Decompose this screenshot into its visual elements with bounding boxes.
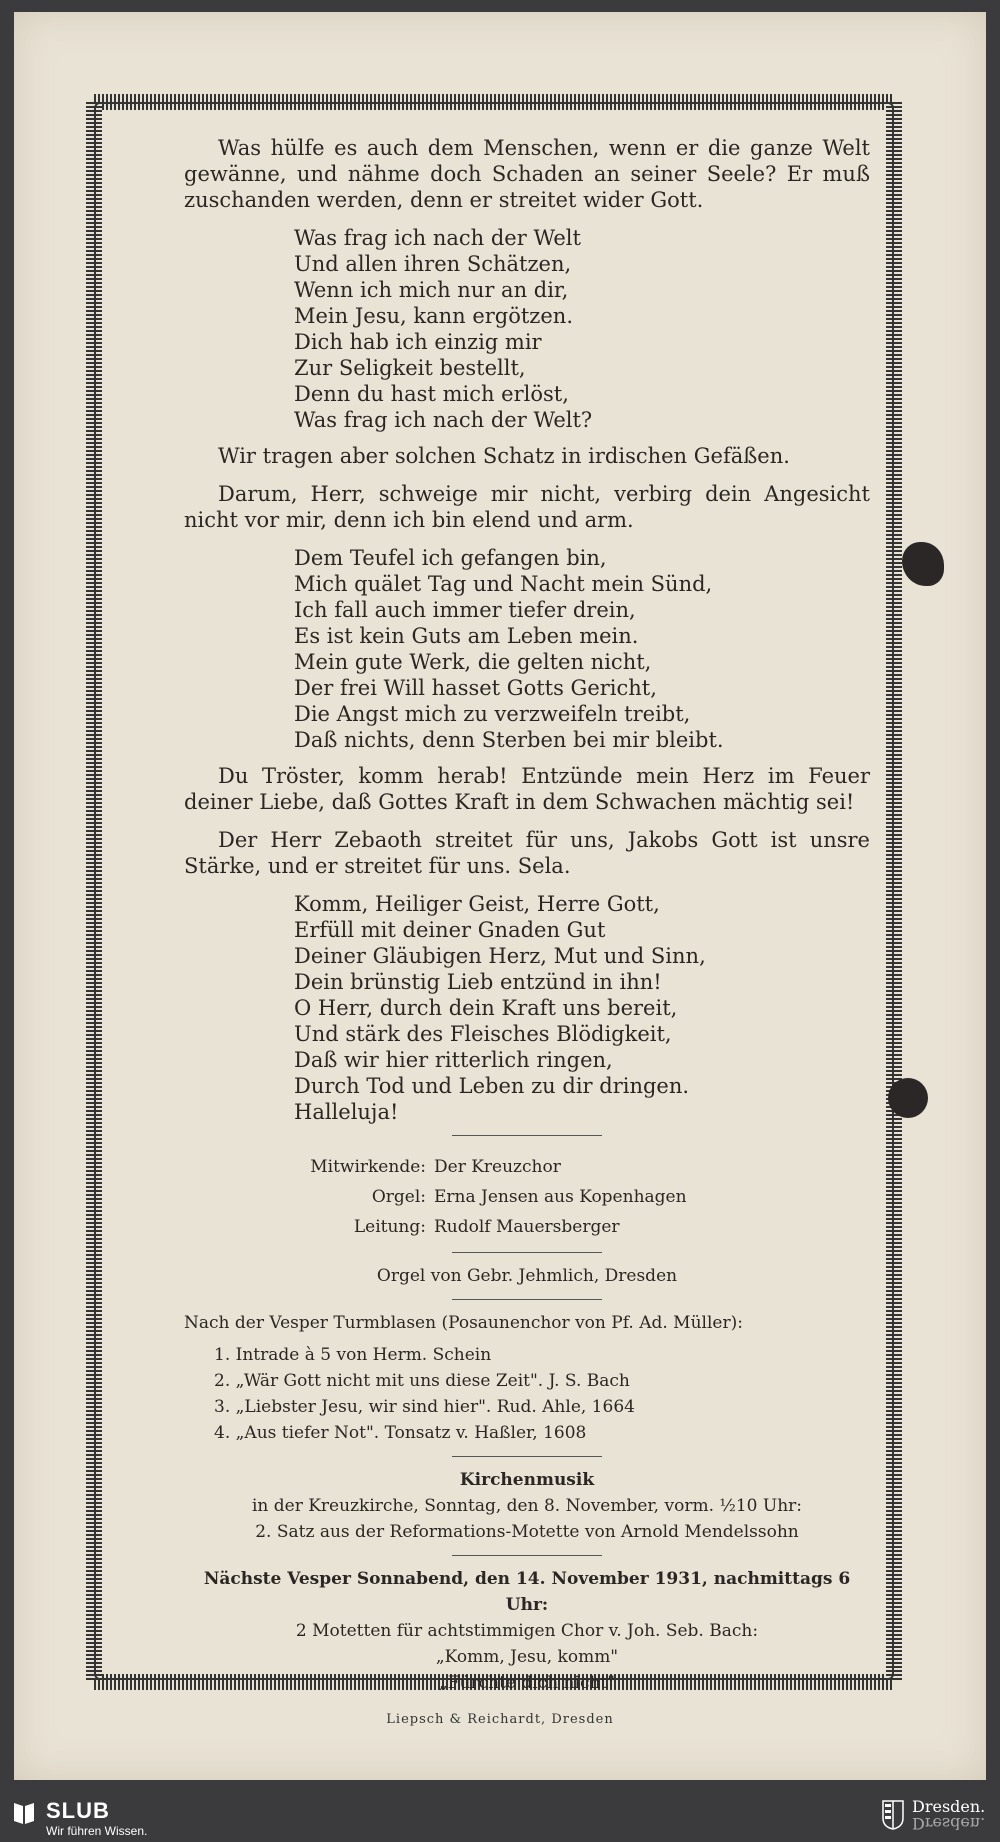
verse-line: Durch Tod und Leben zu dir dringen. (294, 1074, 690, 1098)
church-music-section (184, 1467, 870, 1545)
verse-line: Der frei Will hasset Gotts Gericht, (294, 676, 657, 700)
verse-line: Und allen ihren Schätzen, (294, 252, 572, 276)
credit-role: Orgel: (371, 1187, 426, 1207)
program-heading: Nach der Vesper Turmblasen (Posaunenchor von Pf. Ad. Müller): (184, 1313, 743, 1333)
program-item: 4. „Aus tiefer Not". Tonsatz v. Haßler, 1608 (214, 1423, 587, 1443)
credit-role: Mitwirkende: (310, 1157, 426, 1177)
credit-name: Der Kreuzchor (434, 1157, 561, 1177)
city-crest-icon (882, 1800, 904, 1830)
book-icon (12, 1800, 36, 1826)
verse-line: Zur Seligkeit bestellt, (294, 356, 526, 380)
verse-line: Deiner Gläubigen Herz, Mut und Sinn, (294, 944, 706, 968)
verse-line: Die Angst mich zu verzweifeln treibt, (294, 702, 691, 726)
verse-line: Was frag ich nach der Welt (294, 226, 581, 250)
divider (452, 1135, 602, 1136)
scripture-paragraph: Du Tröster, komm herab! Entzünde mein Herz im Feuer deiner Liebe, daß Gottes Kraft in dem Schwachen mächtig sei! (184, 764, 870, 814)
credit-name: Erna Jensen aus Kopenhagen (434, 1187, 687, 1207)
verse-line: Dem Teufel ich gefangen bin, (294, 546, 607, 570)
hymn-verse-3 (294, 891, 870, 1125)
next-vesper-line: 2 Motetten für achtstimmigen Chor v. Joh. Seb. Bach: (295, 1621, 759, 1641)
next-vesper-heading: Nächste Vesper Sonnabend, den 14. November 1931, nachmittags 6 Uhr: (203, 1569, 851, 1615)
verse-line: Und stärk des Fleisches Blödigkeit, (294, 1022, 672, 1046)
scripture-paragraph: Wir tragen aber solchen Schatz in irdischen Gefäßen. (218, 444, 790, 468)
verse-line: Ich fall auch immer tiefer drein, (294, 598, 636, 622)
church-music-line: 2. Satz aus der Reformations-Motette von Arnold Mendelssohn (255, 1522, 799, 1542)
organ-builder-note: Orgel von Gebr. Jehmlich, Dresden (376, 1266, 678, 1286)
city-wordmark (912, 1799, 985, 1831)
credit-row (184, 1212, 870, 1242)
library-name: SLUB (46, 1798, 110, 1823)
printer-imprint: Liepsch & Reichardt, Dresden (386, 1712, 614, 1727)
motet-title: „Komm, Jesu, komm" (435, 1647, 619, 1667)
verse-line: O Herr, durch dein Kraft uns bereit, (294, 996, 678, 1020)
credit-row (184, 1152, 870, 1182)
divider (452, 1299, 602, 1300)
library-tagline: Wir führen Wissen. (46, 1824, 148, 1838)
divider (452, 1252, 602, 1253)
verse-line: Erfüll mit deiner Gnaden Gut (294, 918, 606, 942)
verse-line: Komm, Heiliger Geist, Herre Gott, (294, 892, 660, 916)
ink-blot (888, 1078, 928, 1118)
scripture-paragraph: Der Herr Zebaoth streitet für uns, Jakobs Gott ist unsre Stärke, und er streitet für uns. Sela. (184, 828, 870, 878)
verse-line: Daß nichts, denn Sterben bei mir bleibt. (294, 728, 724, 752)
verse-line: Mich quälet Tag und Nacht mein Sünd, (294, 572, 713, 596)
scripture-paragraph: Darum, Herr, schweige mir nicht, verbirg dein Angesicht nicht vor mir, denn ich bin elend und arm. (184, 482, 870, 532)
verse-line: Mein gute Werk, die gelten nicht, (294, 650, 652, 674)
program-item: 2. „Wär Gott nicht mit uns diese Zeit". J. S. Bach (214, 1371, 630, 1391)
city-name: Dresden. (912, 1797, 986, 1816)
program-item: 3. „Liebster Jesu, wir sind hier". Rud. Ahle, 1664 (214, 1397, 635, 1417)
hymn-verse-1 (294, 225, 870, 433)
performers-list (184, 1152, 870, 1242)
verse-line: Mein Jesu, kann ergötzen. (294, 304, 573, 328)
city-name-reflection: Dresden. (912, 1814, 986, 1833)
church-music-line: in der Kreuzkirche, Sonntag, den 8. November, vorm. ½10 Uhr: (251, 1496, 803, 1516)
verse-line: Denn du hast mich erlöst, (294, 382, 569, 406)
credit-row (184, 1182, 870, 1212)
verse-line: Es ist kein Guts am Leben mein. (294, 624, 639, 648)
verse-line: Dein brünstig Lieb entzünd in ihn! (294, 970, 662, 994)
hymn-verse-2 (294, 545, 870, 753)
divider (452, 1456, 602, 1457)
credit-name: Rudolf Mauersberger (434, 1217, 620, 1237)
tower-music-program (184, 1310, 870, 1446)
verse-line: Halleluja! (294, 1100, 399, 1124)
next-vesper-section (184, 1566, 870, 1696)
verse-line: Wenn ich mich nur an dir, (294, 278, 569, 302)
church-music-heading: Kirchenmusik (459, 1470, 595, 1490)
program-item: 1. Intrade à 5 von Herm. Schein (214, 1345, 492, 1365)
verse-line: Daß wir hier ritterlich ringen, (294, 1048, 613, 1072)
text-body (184, 135, 870, 1696)
library-footer-bar (0, 1794, 1000, 1842)
motet-title: „Fürchte dich nicht" (438, 1673, 616, 1693)
divider (452, 1555, 602, 1556)
credit-role: Leitung: (353, 1217, 426, 1237)
intro-paragraph: Was hülfe es auch dem Menschen, wenn er die ganze Welt gewänne, und nähme doch Schaden an seiner Seele? Er muß zuschanden werden, denn er streitet wider Gott. (184, 136, 870, 212)
verse-line: Dich hab ich einzig mir (294, 330, 542, 354)
verse-line: Was frag ich nach der Welt? (294, 408, 593, 432)
